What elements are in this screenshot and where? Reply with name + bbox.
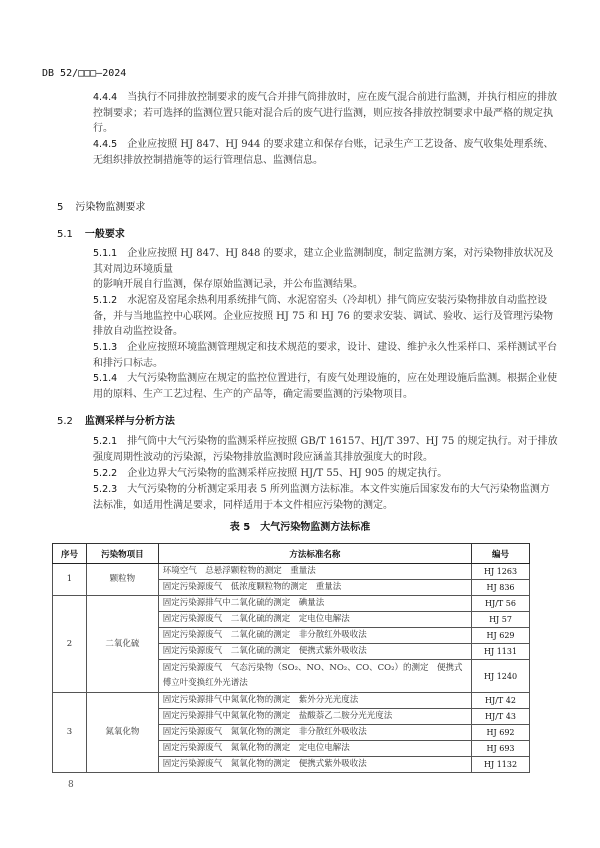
standard-code: HJ 692 xyxy=(472,725,530,741)
clause-number: 5.2.2 xyxy=(93,468,118,479)
method-name: 固定污染源废气 二氧化硫的测定 定电位电解法 xyxy=(158,612,471,628)
section-heading-5-1 xyxy=(57,225,125,240)
page-number: 8 xyxy=(68,780,74,790)
monitoring-methods-table xyxy=(52,543,530,773)
method-name: 固定污染源排气中氮氧化物的测定 紫外分光光度法 xyxy=(158,693,471,709)
method-name: 固定污染源废气 气态污染物（SO₂、NO、NO₂、CO、CO₂）的测定 便携式傅立叶变换红外光谱法 xyxy=(158,660,471,693)
section-number: 5 xyxy=(57,202,64,213)
row-number: 3 xyxy=(53,693,87,773)
clause-4-4-5 xyxy=(93,137,558,168)
standard-code: HJ/T 43 xyxy=(472,709,530,725)
standard-code: HJ/T 42 xyxy=(472,693,530,709)
clause-text: 大气污染物的分析测定采用表 5 所列监测方法标准。本文件实施后国家发布的大气污染物监测方法标准，如适用性满足要求，同样适用于本文件相应污染物的测定。 xyxy=(93,484,550,511)
method-name: 固定污染源废气 氮氧化物的测定 非分散红外吸收法 xyxy=(158,725,471,741)
method-name: 固定污染源排气中二氧化硫的测定 碘量法 xyxy=(158,596,471,612)
standard-code: HJ/T 56 xyxy=(472,596,530,612)
standard-code: HJ 836 xyxy=(472,580,530,596)
row-number: 2 xyxy=(53,596,87,693)
method-name: 固定污染源废气 二氧化硫的测定 便携式紫外吸收法 xyxy=(158,644,471,660)
header-cell-method: 方法标准名称 xyxy=(158,544,471,564)
pollutant-item: 颗粒物 xyxy=(86,564,158,596)
table-row xyxy=(53,693,530,709)
method-name: 环境空气 总悬浮颗粒物的测定 重量法 xyxy=(158,564,471,580)
clause-number: 5.1.3 xyxy=(93,342,118,353)
pollutant-item: 氮氧化物 xyxy=(86,693,158,773)
clause-number: 5.2.3 xyxy=(93,484,118,495)
table-row xyxy=(53,596,530,612)
method-name: 固定污染源废气 氮氧化物的测定 便携式紫外吸收法 xyxy=(158,757,471,773)
clause-5-1-3 xyxy=(93,340,558,371)
clause-text-continued: 的影响开展自行监测，保存原始监测记录，并公布监测结果。 xyxy=(93,279,363,290)
standard-code: HJ 1263 xyxy=(472,564,530,580)
section-heading-5-2 xyxy=(57,412,175,427)
clause-text: 企业应按照 HJ 847、HJ 848 的要求，建立企业监测制度，制定监测方案，对污染物排放状况及其对周边环境质量 xyxy=(93,248,554,275)
clause-number: 4.4.5 xyxy=(93,139,118,150)
standard-code: HJ 1132 xyxy=(472,757,530,773)
standard-code: HJ 1131 xyxy=(472,644,530,660)
clause-text: 企业应按照环境监测管理规定和技术规范的要求，设计、建设、维护永久性采样口、采样测试平台和排污口标志。 xyxy=(93,342,558,369)
clause-5-2-3 xyxy=(93,482,558,513)
section-title: 污染物监测要求 xyxy=(75,202,146,213)
header-cell-pollutant: 污染物项目 xyxy=(86,544,158,564)
clause-number: 4.4.4 xyxy=(93,92,118,103)
document-code-header: DB 52/□□□—2024 xyxy=(42,68,127,79)
clause-text: 水泥窑及窑尾余热利用系统排气筒、水泥窑窑头（冷却机）排气筒应安装污染物排放自动监控设备，并与当地监控中心联网。企业应按照 HJ 75 和 HJ 76 的要求安装、调试、验收、运行及管理污染物排放自动监控设备。 xyxy=(93,295,553,337)
table-title: 表 5 大气污染物监测方法标准 xyxy=(229,522,371,533)
table-header-row xyxy=(53,544,530,564)
clause-text: 当执行不同排放控制要求的废气合并排气筒排放时，应在废气混合前进行监测，并执行相应的排放控制要求；若可选择的监测位置只能对混合后的废气进行监测，则应按各排放控制要求中最严格的规定执行。 xyxy=(93,92,558,134)
table-row xyxy=(53,564,530,580)
clause-number: 5.1.2 xyxy=(93,295,118,306)
clause-5-2-1 xyxy=(93,434,558,465)
header-cell-no: 序号 xyxy=(53,544,87,564)
clause-5-1-1 xyxy=(93,246,558,293)
clause-number: 5.2.1 xyxy=(93,436,118,447)
section-number: 5.2 xyxy=(57,416,73,427)
clause-text: 排气筒中大气污染物的监测采样应按照 GB/T 16157、HJ/T 397、HJ 75 的规定执行。对于排放强度周期性波动的污染源，污染物排放监测时段应涵盖其排放强度大的时段。 xyxy=(93,436,558,463)
section-title: 一般要求 xyxy=(84,229,125,240)
method-name: 固定污染源废气 氮氧化物的测定 定电位电解法 xyxy=(158,741,471,757)
clause-5-2-2 xyxy=(93,466,558,482)
clause-5-1-4 xyxy=(93,371,558,402)
standard-code: HJ 57 xyxy=(472,612,530,628)
section-heading-5 xyxy=(57,198,145,213)
clause-5-1-2 xyxy=(93,293,558,340)
standard-code: HJ 629 xyxy=(472,628,530,644)
method-name: 固定污染源废气 低浓度颗粒物的测定 重量法 xyxy=(158,580,471,596)
clause-text: 企业应按照 HJ 847、HJ 944 的要求建立和保存台账，记录生产工艺设备、废气收集处理系统、无组织排放控制措施等的运行管理信息、监测信息。 xyxy=(93,139,554,166)
section-number: 5.1 xyxy=(57,229,73,240)
header-cell-code: 编号 xyxy=(472,544,530,564)
standard-code: HJ 1240 xyxy=(472,660,530,693)
clause-4-4-4 xyxy=(93,90,558,137)
clause-number: 5.1.4 xyxy=(93,373,118,384)
section-title: 监测采样与分析方法 xyxy=(84,416,175,427)
row-number: 1 xyxy=(53,564,87,596)
clause-text: 企业边界大气污染物的监测采样应按照 HJ/T 55、HJ 905 的规定执行。 xyxy=(127,468,448,479)
method-name: 固定污染源排气中氮氧化物的测定 盐酸萘乙二胺分光光度法 xyxy=(158,709,471,725)
clause-text: 大气污染物监测应在规定的监控位置进行，有废气处理设施的，应在处理设施后监测。根据企业使用的原料、生产工艺过程、生产的产品等，确定需要监测的污染物项目。 xyxy=(93,373,558,400)
clause-number: 5.1.1 xyxy=(93,248,118,259)
method-name: 固定污染源废气 二氧化硫的测定 非分散红外吸收法 xyxy=(158,628,471,644)
standard-code: HJ 693 xyxy=(472,741,530,757)
pollutant-item: 二氧化硫 xyxy=(86,596,158,693)
